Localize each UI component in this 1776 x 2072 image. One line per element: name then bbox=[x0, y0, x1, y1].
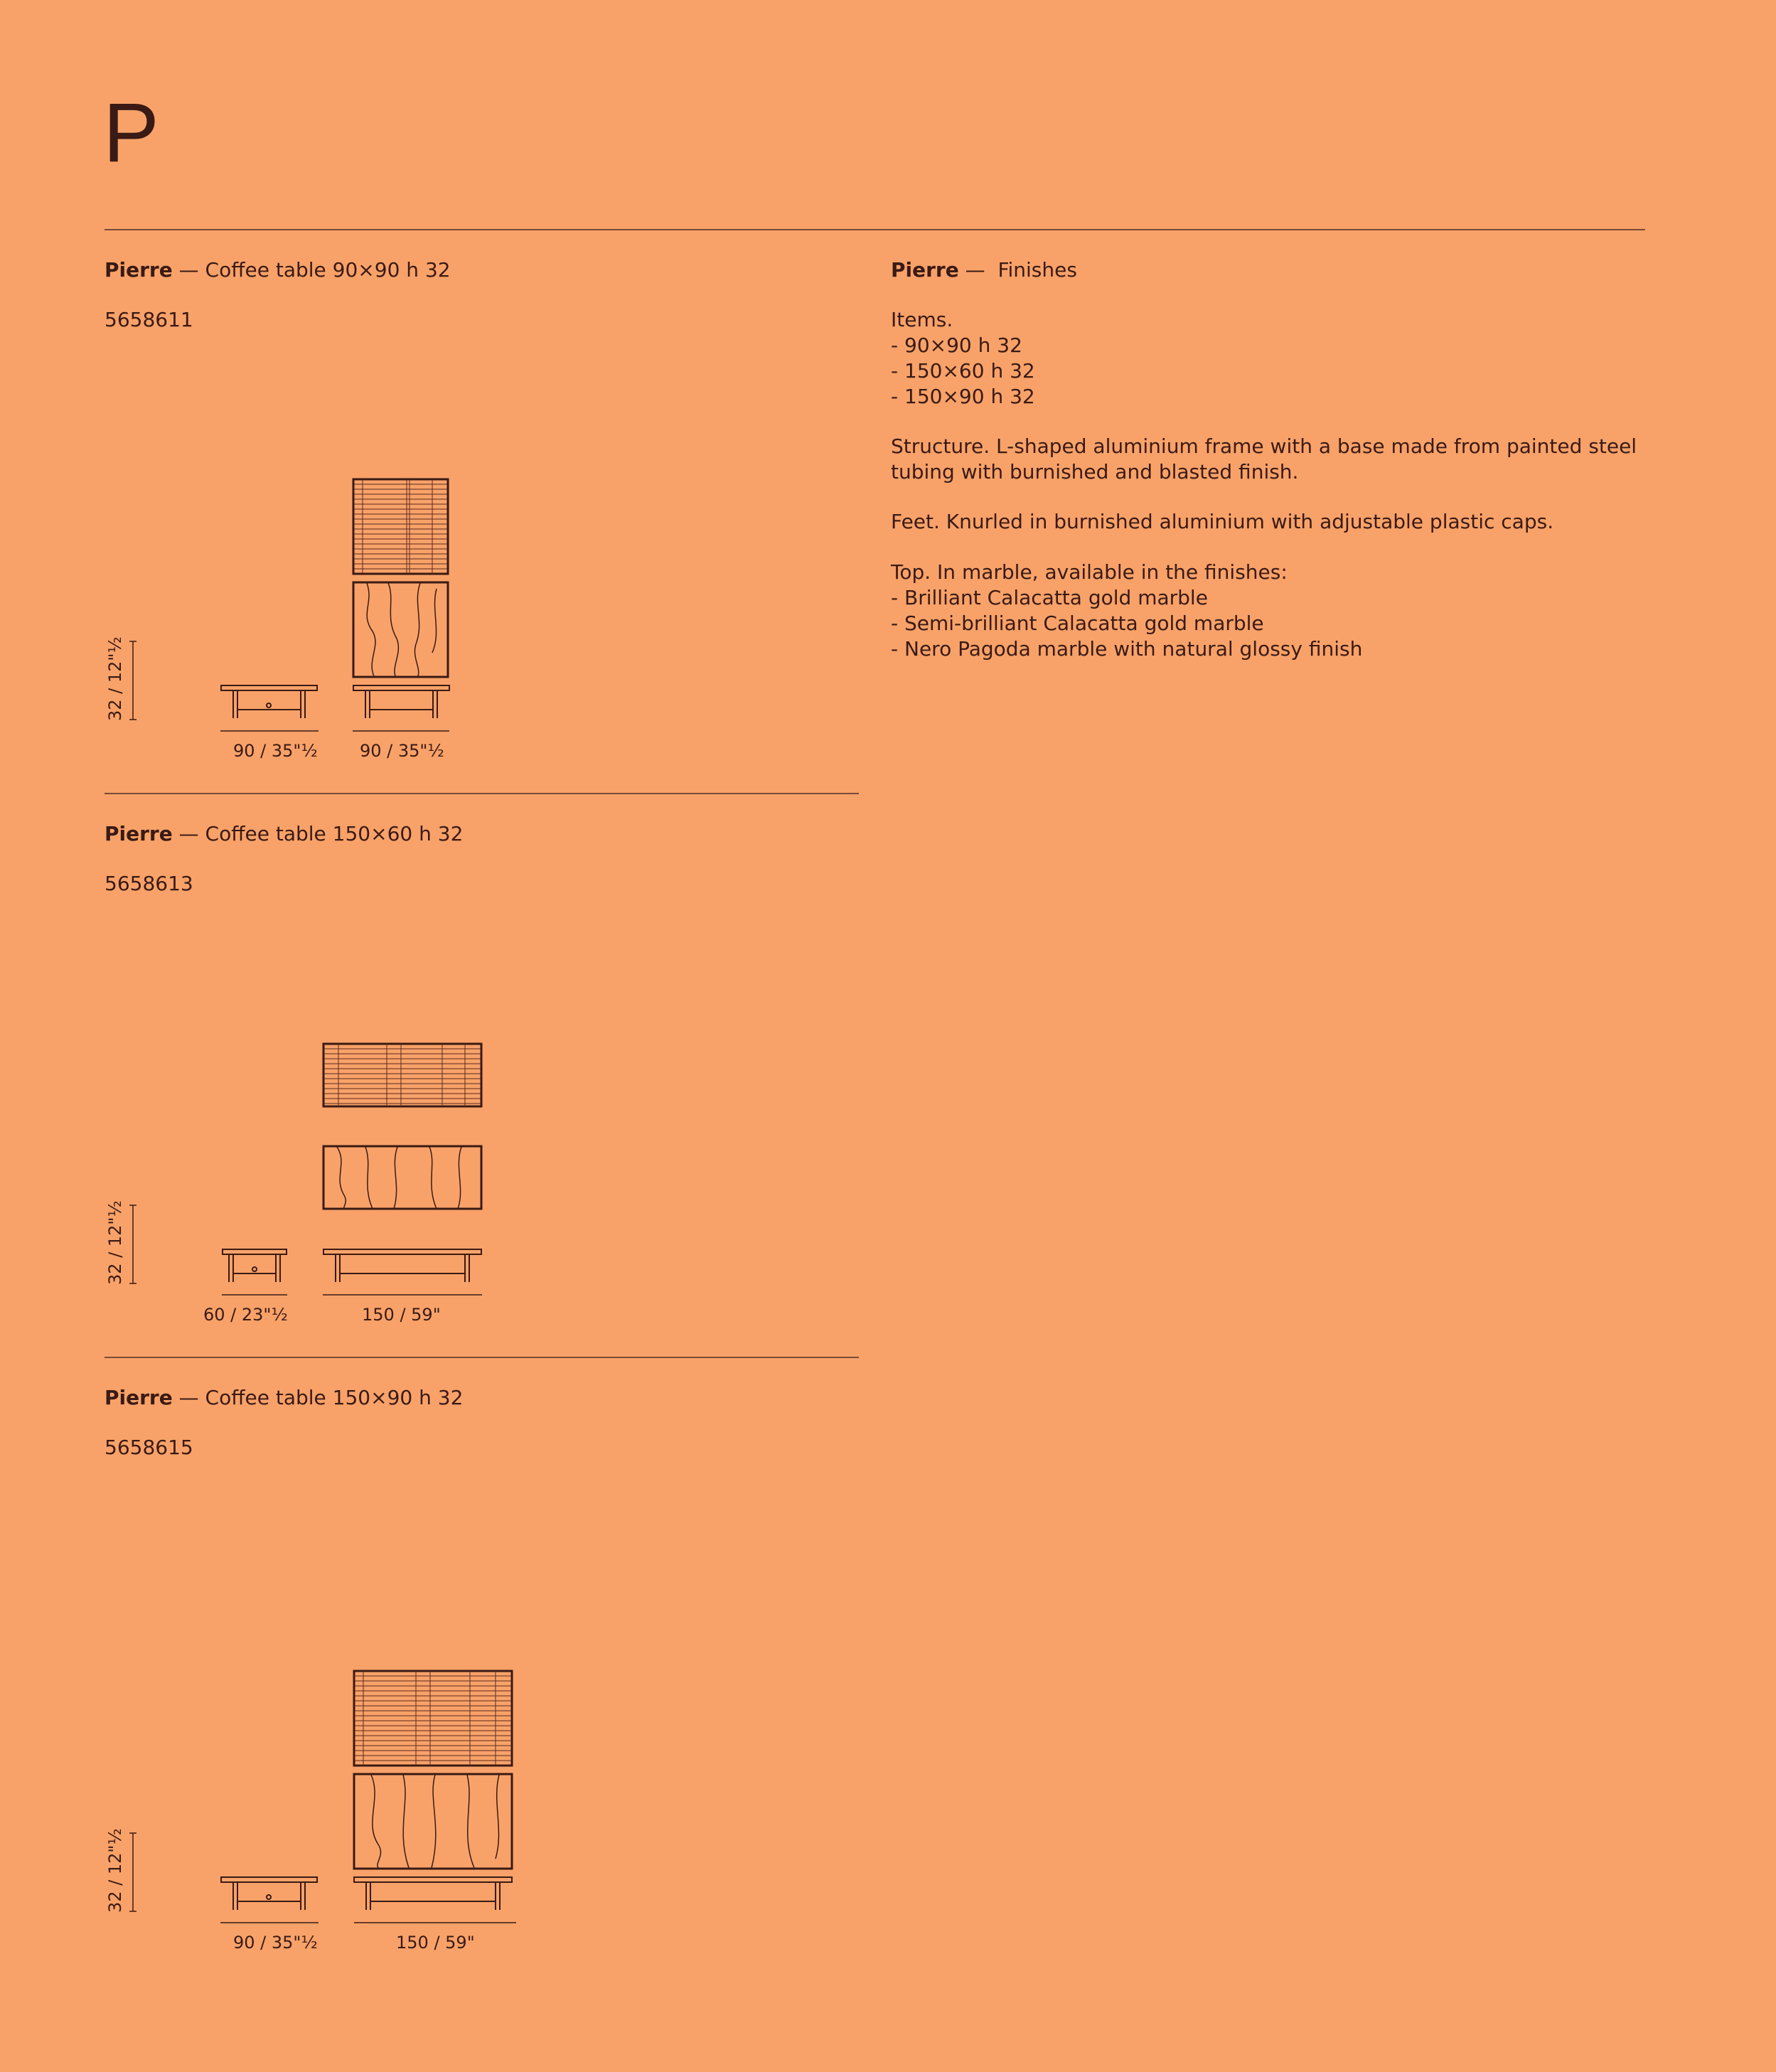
product-name: Pierre bbox=[105, 822, 173, 845]
product-divider bbox=[105, 1357, 859, 1358]
title-separator: — bbox=[178, 822, 199, 845]
item-1: - 90×90 h 32 bbox=[891, 333, 1022, 357]
top-view-wood-drawing bbox=[323, 1043, 482, 1107]
top-item-1: - Brilliant Calacatta gold marble bbox=[891, 586, 1208, 609]
dimension-lines bbox=[128, 640, 455, 732]
finishes-title bbox=[891, 257, 1077, 283]
product-code-2: 5658613 bbox=[105, 872, 193, 895]
dimension-lines bbox=[128, 1204, 483, 1296]
height-dimension: 32 / 12"½ bbox=[105, 1828, 125, 1913]
product-title-1 bbox=[105, 257, 451, 283]
front-width-dimension: 150 / 59" bbox=[396, 1933, 475, 1953]
front-width-dimension: 90 / 35"½ bbox=[360, 741, 444, 761]
product-name: Pierre bbox=[105, 258, 173, 282]
finishes-items bbox=[891, 307, 1652, 410]
product-name: Pierre bbox=[105, 1386, 173, 1409]
product-title-2 bbox=[105, 821, 463, 847]
title-separator: — bbox=[178, 258, 199, 282]
top-divider bbox=[105, 229, 1645, 230]
product-code-3: 5658615 bbox=[105, 1436, 193, 1459]
product-description: Coffee table 150×60 h 32 bbox=[205, 822, 464, 845]
side-width-dimension: 90 / 35"½ bbox=[233, 741, 318, 761]
product-divider bbox=[105, 793, 859, 794]
finishes-name: Pierre bbox=[891, 258, 959, 282]
top-item-3: - Nero Pagoda marble with natural glossy finish bbox=[891, 637, 1363, 661]
item-3: - 150×90 h 32 bbox=[891, 385, 1035, 408]
top-view-wood-drawing bbox=[353, 1670, 513, 1766]
finishes-label: Finishes bbox=[997, 258, 1077, 282]
product-description: Coffee table 150×90 h 32 bbox=[205, 1386, 464, 1409]
title-separator: — bbox=[965, 258, 985, 282]
product-title-3 bbox=[105, 1385, 463, 1411]
front-width-dimension: 150 / 59" bbox=[362, 1305, 441, 1325]
top-view-marble-drawing bbox=[323, 1146, 482, 1209]
top-view-wood-drawing bbox=[353, 479, 449, 575]
section-letter: P bbox=[103, 86, 159, 180]
product-description: Coffee table 90×90 h 32 bbox=[205, 258, 451, 282]
side-width-dimension: 90 / 35"½ bbox=[233, 1933, 318, 1953]
title-separator: — bbox=[178, 1386, 199, 1409]
dimension-lines bbox=[128, 1832, 519, 1924]
item-2: - 150×60 h 32 bbox=[891, 359, 1035, 383]
items-label: Items. bbox=[891, 308, 953, 331]
product-code-1: 5658611 bbox=[105, 308, 193, 331]
structure-text: Structure. L-shaped aluminium frame with a base made from painted steel tubing with burnished and blasted finish. bbox=[891, 434, 1637, 484]
top-label: Top. In marble, available in the finishes: bbox=[891, 560, 1288, 584]
side-width-dimension: 60 / 23"½ bbox=[203, 1305, 288, 1325]
height-dimension: 32 / 12"½ bbox=[105, 1200, 125, 1285]
feet-text: Feet. Knurled in burnished aluminium with adjustable plastic caps. bbox=[891, 510, 1554, 533]
top-finishes bbox=[891, 560, 1652, 662]
height-dimension: 32 / 12"½ bbox=[105, 636, 125, 721]
top-item-2: - Semi-brilliant Calacatta gold marble bbox=[891, 612, 1264, 635]
